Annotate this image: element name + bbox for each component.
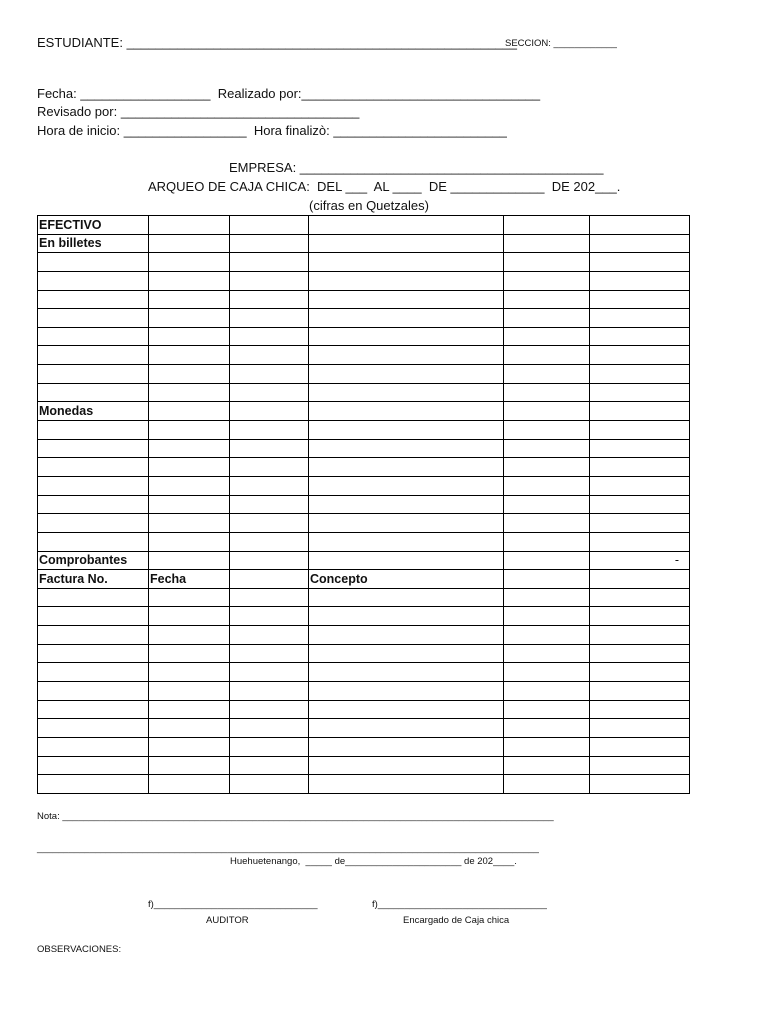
table-cell xyxy=(230,682,309,701)
table-cell xyxy=(590,383,690,402)
table-cell xyxy=(230,309,309,328)
table-cell xyxy=(230,253,309,272)
empresa-line: EMPRESA: __________________________________________ xyxy=(229,160,604,175)
table-cell xyxy=(504,588,590,607)
table-cell xyxy=(38,495,149,514)
table-cell xyxy=(504,290,590,309)
table-cell xyxy=(309,682,504,701)
table-cell xyxy=(309,216,504,235)
revisado-line: Revisado por: _________________________________ xyxy=(37,104,360,119)
table-cell xyxy=(309,775,504,794)
table-row xyxy=(38,402,690,421)
observaciones-label: OBSERVACIONES: xyxy=(37,944,122,955)
table-row xyxy=(38,532,690,551)
table-cell xyxy=(230,327,309,346)
table-cell xyxy=(230,216,309,235)
table-row xyxy=(38,737,690,756)
table-cell xyxy=(149,626,230,645)
table-cell xyxy=(230,663,309,682)
table-cell xyxy=(504,439,590,458)
table-cell xyxy=(149,682,230,701)
col-factura-header: Factura No. xyxy=(38,570,149,589)
table-row xyxy=(38,775,690,794)
table-cell xyxy=(230,271,309,290)
table-cell xyxy=(149,365,230,384)
table-cell xyxy=(149,719,230,738)
table-row xyxy=(38,421,690,440)
table-cell xyxy=(504,402,590,421)
table-cell xyxy=(504,346,590,365)
table-row xyxy=(38,271,690,290)
table-row xyxy=(38,476,690,495)
encargado-label: Encargado de Caja chica xyxy=(403,915,510,926)
table-cell xyxy=(38,682,149,701)
table-cell xyxy=(230,421,309,440)
table-cell xyxy=(504,514,590,533)
table-row xyxy=(38,551,690,570)
table-cell xyxy=(149,607,230,626)
table-cell xyxy=(230,439,309,458)
col-concepto-header: Concepto xyxy=(309,570,504,589)
table-cell xyxy=(309,439,504,458)
table-cell xyxy=(309,756,504,775)
table-cell xyxy=(590,290,690,309)
auditor-label: AUDITOR xyxy=(206,915,249,926)
table-cell xyxy=(590,458,690,477)
table-cell xyxy=(149,309,230,328)
table-row xyxy=(38,756,690,775)
table-cell xyxy=(504,551,590,570)
table-cell xyxy=(309,588,504,607)
table-cell xyxy=(504,327,590,346)
table-cell xyxy=(309,458,504,477)
table-cell xyxy=(149,588,230,607)
table-cell xyxy=(38,663,149,682)
table-cell xyxy=(38,532,149,551)
table-cell xyxy=(590,216,690,235)
table-cell xyxy=(309,383,504,402)
table-cell xyxy=(309,234,504,253)
table-cell xyxy=(590,327,690,346)
table-cell xyxy=(149,346,230,365)
lugar-fecha-line: Huehuetenango, _____ de______________________ de 202____. xyxy=(230,856,517,867)
table-cell xyxy=(309,495,504,514)
table-cell xyxy=(230,775,309,794)
table-cell xyxy=(590,775,690,794)
table-cell xyxy=(38,756,149,775)
table-cell xyxy=(149,551,230,570)
table-cell xyxy=(149,439,230,458)
table-cell xyxy=(590,234,690,253)
table-cell xyxy=(38,439,149,458)
table-cell xyxy=(149,327,230,346)
table-cell xyxy=(38,421,149,440)
table-cell xyxy=(149,383,230,402)
table-cell xyxy=(590,365,690,384)
table-row xyxy=(38,626,690,645)
table-cell xyxy=(590,253,690,272)
table-cell xyxy=(38,327,149,346)
table-cell xyxy=(309,607,504,626)
table-row xyxy=(38,234,690,253)
table-cell xyxy=(590,700,690,719)
table-cell xyxy=(230,402,309,421)
table-cell xyxy=(590,271,690,290)
table-cell xyxy=(504,756,590,775)
firma-encargado-line: f)________________________________ xyxy=(372,899,547,910)
table-cell xyxy=(309,253,504,272)
table-cell xyxy=(309,402,504,421)
table-cell xyxy=(230,626,309,645)
table-cell xyxy=(590,439,690,458)
table-cell xyxy=(590,644,690,663)
table-cell xyxy=(504,682,590,701)
table-cell xyxy=(590,495,690,514)
table-cell xyxy=(38,346,149,365)
billetes-heading: En billetes xyxy=(38,234,149,253)
table-row xyxy=(38,439,690,458)
table-cell xyxy=(504,216,590,235)
table-row xyxy=(38,495,690,514)
table-cell xyxy=(309,365,504,384)
table-cell xyxy=(504,532,590,551)
table-cell xyxy=(38,719,149,738)
table-cell xyxy=(230,234,309,253)
table-cell xyxy=(504,644,590,663)
table-cell xyxy=(38,290,149,309)
table-cell xyxy=(38,383,149,402)
fecha-realizado-line: Fecha: __________________ Realizado por:_________________________________ xyxy=(37,86,541,101)
table-cell xyxy=(309,476,504,495)
arqueo-table xyxy=(37,215,690,794)
table-cell xyxy=(504,253,590,272)
table-cell xyxy=(149,234,230,253)
table-cell xyxy=(149,421,230,440)
table-cell xyxy=(309,346,504,365)
cifras-subtitle: (cifras en Quetzales) xyxy=(309,198,429,213)
table-row xyxy=(38,682,690,701)
table-cell xyxy=(230,644,309,663)
table-cell xyxy=(590,719,690,738)
table-cell xyxy=(309,309,504,328)
table-cell xyxy=(230,383,309,402)
table-cell xyxy=(309,663,504,682)
table-cell xyxy=(590,570,690,589)
table-cell xyxy=(504,495,590,514)
table-cell xyxy=(309,551,504,570)
table-row xyxy=(38,327,690,346)
table-cell xyxy=(309,290,504,309)
table-cell xyxy=(38,607,149,626)
table-cell xyxy=(590,309,690,328)
table-row xyxy=(38,570,690,589)
table-cell xyxy=(230,495,309,514)
table-cell xyxy=(38,365,149,384)
table-cell xyxy=(504,737,590,756)
table-row xyxy=(38,458,690,477)
table-cell xyxy=(149,271,230,290)
table-cell xyxy=(149,514,230,533)
table-cell xyxy=(590,402,690,421)
table-cell xyxy=(309,644,504,663)
table-cell xyxy=(590,514,690,533)
table-cell xyxy=(504,365,590,384)
table-cell xyxy=(149,476,230,495)
table-cell xyxy=(309,327,504,346)
table-cell xyxy=(590,737,690,756)
table-cell xyxy=(149,775,230,794)
table-row xyxy=(38,514,690,533)
table-cell xyxy=(590,626,690,645)
table-cell xyxy=(230,514,309,533)
table-cell xyxy=(590,588,690,607)
table-cell xyxy=(309,626,504,645)
nota-line: Nota: _____________________________________________________________________________________________ xyxy=(37,811,554,822)
table-cell xyxy=(309,532,504,551)
table-cell xyxy=(38,253,149,272)
col-fecha-header: Fecha xyxy=(149,570,230,589)
table-cell xyxy=(309,421,504,440)
table-cell xyxy=(230,737,309,756)
table-cell xyxy=(38,458,149,477)
table-cell xyxy=(149,756,230,775)
table-cell xyxy=(230,458,309,477)
table-cell xyxy=(590,476,690,495)
table-cell xyxy=(504,570,590,589)
table-cell xyxy=(230,570,309,589)
table-cell xyxy=(149,253,230,272)
table-row xyxy=(38,588,690,607)
table-cell xyxy=(38,644,149,663)
table-cell xyxy=(149,495,230,514)
arqueo-title: ARQUEO DE CAJA CHICA: DEL ___ AL ____ DE _____________ DE 202___. xyxy=(148,179,621,194)
efectivo-heading: EFECTIVO xyxy=(38,216,149,235)
table-row xyxy=(38,607,690,626)
table-cell xyxy=(590,682,690,701)
table-row xyxy=(38,383,690,402)
table-cell xyxy=(38,700,149,719)
table-cell xyxy=(149,458,230,477)
comprobantes-total: - xyxy=(590,551,690,570)
comprobantes-heading: Comprobantes xyxy=(38,551,149,570)
table-cell xyxy=(149,402,230,421)
table-cell xyxy=(149,290,230,309)
table-row xyxy=(38,644,690,663)
table-cell xyxy=(230,700,309,719)
table-row xyxy=(38,253,690,272)
table-cell xyxy=(149,532,230,551)
table-cell xyxy=(230,551,309,570)
table-cell xyxy=(590,346,690,365)
hora-line: Hora de inicio: _________________ Hora finalizò: ________________________ xyxy=(37,123,507,138)
monedas-heading: Monedas xyxy=(38,402,149,421)
seccion-field: SECCION: ____________ xyxy=(505,38,617,49)
nota-line-2: _______________________________________________________________________________________________ xyxy=(37,843,539,854)
table-row xyxy=(38,365,690,384)
table-cell xyxy=(149,644,230,663)
table-cell xyxy=(149,216,230,235)
table-cell xyxy=(230,588,309,607)
table-cell xyxy=(38,626,149,645)
table-cell xyxy=(590,756,690,775)
table-cell xyxy=(309,719,504,738)
table-cell xyxy=(230,290,309,309)
table-cell xyxy=(504,626,590,645)
table-cell xyxy=(504,234,590,253)
table-cell xyxy=(504,383,590,402)
table-row xyxy=(38,309,690,328)
table-cell xyxy=(38,737,149,756)
table-cell xyxy=(504,458,590,477)
table-cell xyxy=(309,700,504,719)
table-cell xyxy=(230,346,309,365)
table-cell xyxy=(504,719,590,738)
table-cell xyxy=(230,365,309,384)
table-cell xyxy=(504,607,590,626)
firma-auditor-line: f)_______________________________ xyxy=(148,899,318,910)
table-cell xyxy=(590,663,690,682)
table-cell xyxy=(590,607,690,626)
table-row xyxy=(38,216,690,235)
table-cell xyxy=(504,775,590,794)
table-cell xyxy=(38,309,149,328)
table-cell xyxy=(149,663,230,682)
table-cell xyxy=(590,532,690,551)
table-cell xyxy=(309,737,504,756)
table-cell xyxy=(38,271,149,290)
table-cell xyxy=(230,476,309,495)
table-cell xyxy=(504,271,590,290)
table-cell xyxy=(230,607,309,626)
table-cell xyxy=(38,514,149,533)
table-cell xyxy=(230,756,309,775)
table-cell xyxy=(38,588,149,607)
table-cell xyxy=(230,719,309,738)
table-cell xyxy=(149,700,230,719)
table-cell xyxy=(504,309,590,328)
table-cell xyxy=(309,271,504,290)
table-cell xyxy=(504,421,590,440)
table-row xyxy=(38,663,690,682)
table-cell xyxy=(504,663,590,682)
estudiante-field: ESTUDIANTE: ______________________________________________________ xyxy=(37,35,517,50)
table-cell xyxy=(149,737,230,756)
table-cell xyxy=(590,421,690,440)
table-row xyxy=(38,346,690,365)
table-cell xyxy=(230,532,309,551)
table-row xyxy=(38,290,690,309)
table-cell xyxy=(309,514,504,533)
table-cell xyxy=(38,775,149,794)
table-row xyxy=(38,700,690,719)
table-cell xyxy=(504,476,590,495)
table-cell xyxy=(504,700,590,719)
table-row xyxy=(38,719,690,738)
table-cell xyxy=(38,476,149,495)
